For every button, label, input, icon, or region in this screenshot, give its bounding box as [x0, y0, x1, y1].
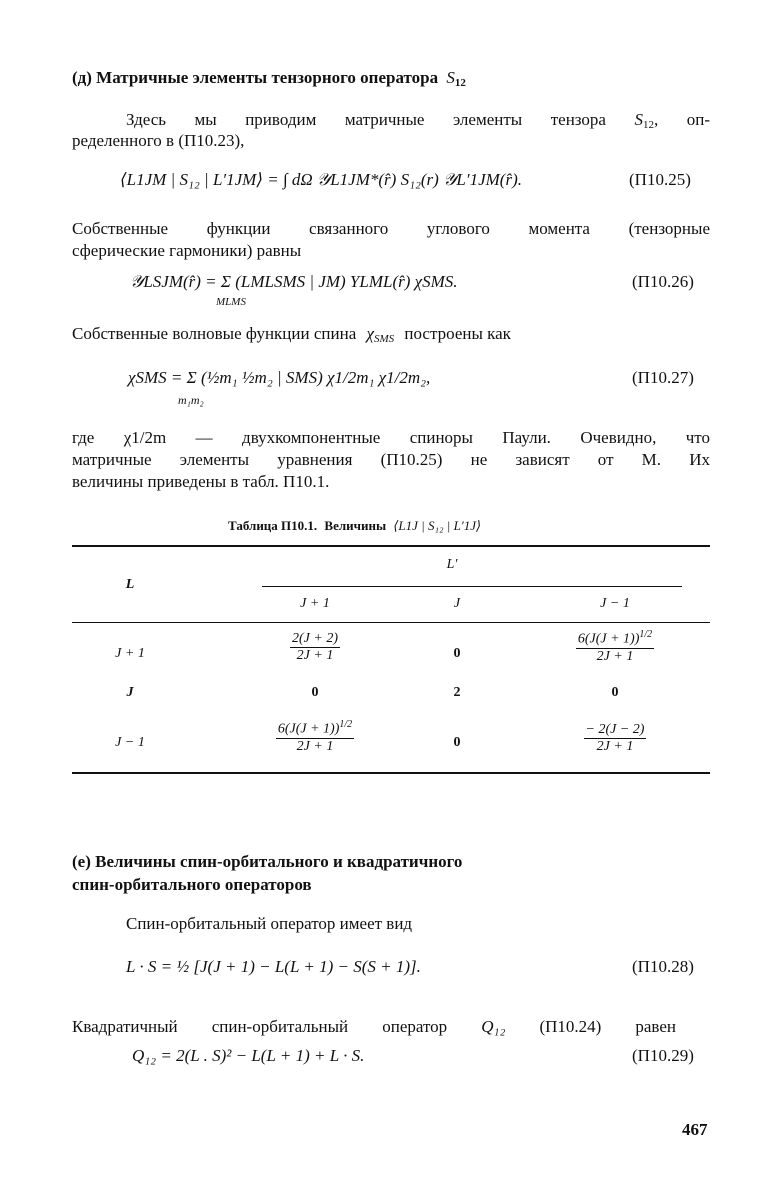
- section-d-para1-line2: ределенного в (П10.23),: [72, 131, 245, 150]
- table-cell: 0: [453, 735, 461, 750]
- section-e-para1: Спин-орбитальный оператор имеет вид: [126, 914, 413, 933]
- table-cell: 0: [311, 685, 319, 700]
- table-cell: 0: [611, 685, 619, 700]
- section-e-heading-line1: (е) Величины спин-орбитального и квадратичного: [72, 852, 463, 871]
- section-d-para4-line2: матричные элементы уравнения (П10.25) не зависят от M. Их: [72, 450, 710, 469]
- section-d-para3: Собственные волновые функции спина $\chi_{SMS}$ построены как: [72, 324, 511, 345]
- section-d-heading-symbol: S: [446, 68, 455, 87]
- table-col-label-1: J + 1: [300, 596, 330, 611]
- section-d-para4-line3: величины приведены в табл. П10.1.: [72, 472, 330, 491]
- equation-p10-27: χSMS = Σ (½m₁ ½m₂ | SMS) χ1/2m₁ χ1/2m₂,: [128, 368, 431, 387]
- section-d-para1: Здесь мы приводим матричные элементы тензора $S_{12}$, оп-: [126, 110, 711, 131]
- equation-number-p10-26: (П10.26): [632, 272, 694, 291]
- section-d-heading-label: (д) Матричные элементы тензорного оператора: [72, 68, 439, 87]
- table-cell: $\frac{2(J + 2)}{2J + 1}$: [292, 631, 338, 663]
- table-caption: Таблица П10.1. Величины ⟨L1J | S₁₂ | L′1J⟩: [228, 518, 482, 533]
- equation-number-p10-29: (П10.29): [632, 1046, 694, 1065]
- equation-p10-26: 𝒴LSJM(r̂) = Σ (LMLSMS | JM) YLML(r̂) χSMS.: [130, 272, 458, 291]
- section-e-heading-line2: спин-орбитального операторов: [72, 875, 312, 894]
- equation-number-p10-28: (П10.28): [632, 957, 694, 976]
- table-col-label-2: J: [453, 596, 461, 611]
- section-d-heading: [72, 68, 466, 89]
- equation-p10-27-sum-limits: m₁m₂: [178, 393, 204, 407]
- equation-p10-26-sum-limits: MLMS: [216, 296, 246, 308]
- section-d-para2-line1: Собственные функции связанного углового момента (тензорные: [72, 219, 710, 238]
- table-cell: 2: [453, 685, 461, 700]
- equation-p10-25: ⟨L1JM | S₁₂ | L′1JM⟩ = ∫ dΩ 𝒴L1JM*(r̂) S₁₂(r) 𝒴L′1JM(r̂).: [120, 170, 522, 189]
- table-row-label-1: J + 1: [115, 646, 145, 661]
- table-col-label-3: J − 1: [600, 596, 630, 611]
- table-cell: $\frac{6(J(J + 1))^{1/2}}{2J + 1}$: [577, 629, 653, 664]
- equation-number-p10-27: (П10.27): [632, 368, 694, 387]
- table-cell: $\frac{- 2(J - 2)}{2J + 1}$: [585, 722, 645, 754]
- table-lprime-rule: [262, 586, 682, 587]
- section-e-para2: Квадратичный спин-орбитальный оператор Q₁₂ (П10.24) равен: [72, 1017, 676, 1036]
- table-header-L: L: [125, 577, 135, 592]
- table-header-rule: [72, 622, 710, 623]
- table-row-label-2: J: [126, 685, 134, 700]
- table-bottom-rule: [72, 772, 710, 774]
- equation-p10-28: L · S = ½ [J(J + 1) − L(L + 1) − S(S + 1)].: [126, 957, 421, 976]
- section-d-para4-line1: где χ1/2m — двухкомпонентные спиноры Паули. Очевидно, что: [72, 428, 710, 447]
- section-d-para2-line2: сферические гармоники) равны: [72, 241, 302, 260]
- equation-p10-29: Q₁₂ = 2(L . S)² − L(L + 1) + L · S.: [132, 1046, 365, 1065]
- table-top-rule: [72, 545, 710, 547]
- equation-number-p10-25: (П10.25): [629, 170, 691, 189]
- table-header-Lprime: L′: [446, 557, 458, 572]
- section-d-heading-sub: 12: [454, 77, 466, 89]
- page-number: 467: [682, 1120, 708, 1139]
- table-row-label-3: J − 1: [115, 735, 145, 750]
- table-cell: 0: [453, 646, 461, 661]
- table-cell: $\frac{6(J(J + 1))^{1/2}}{2J + 1}$: [277, 719, 353, 754]
